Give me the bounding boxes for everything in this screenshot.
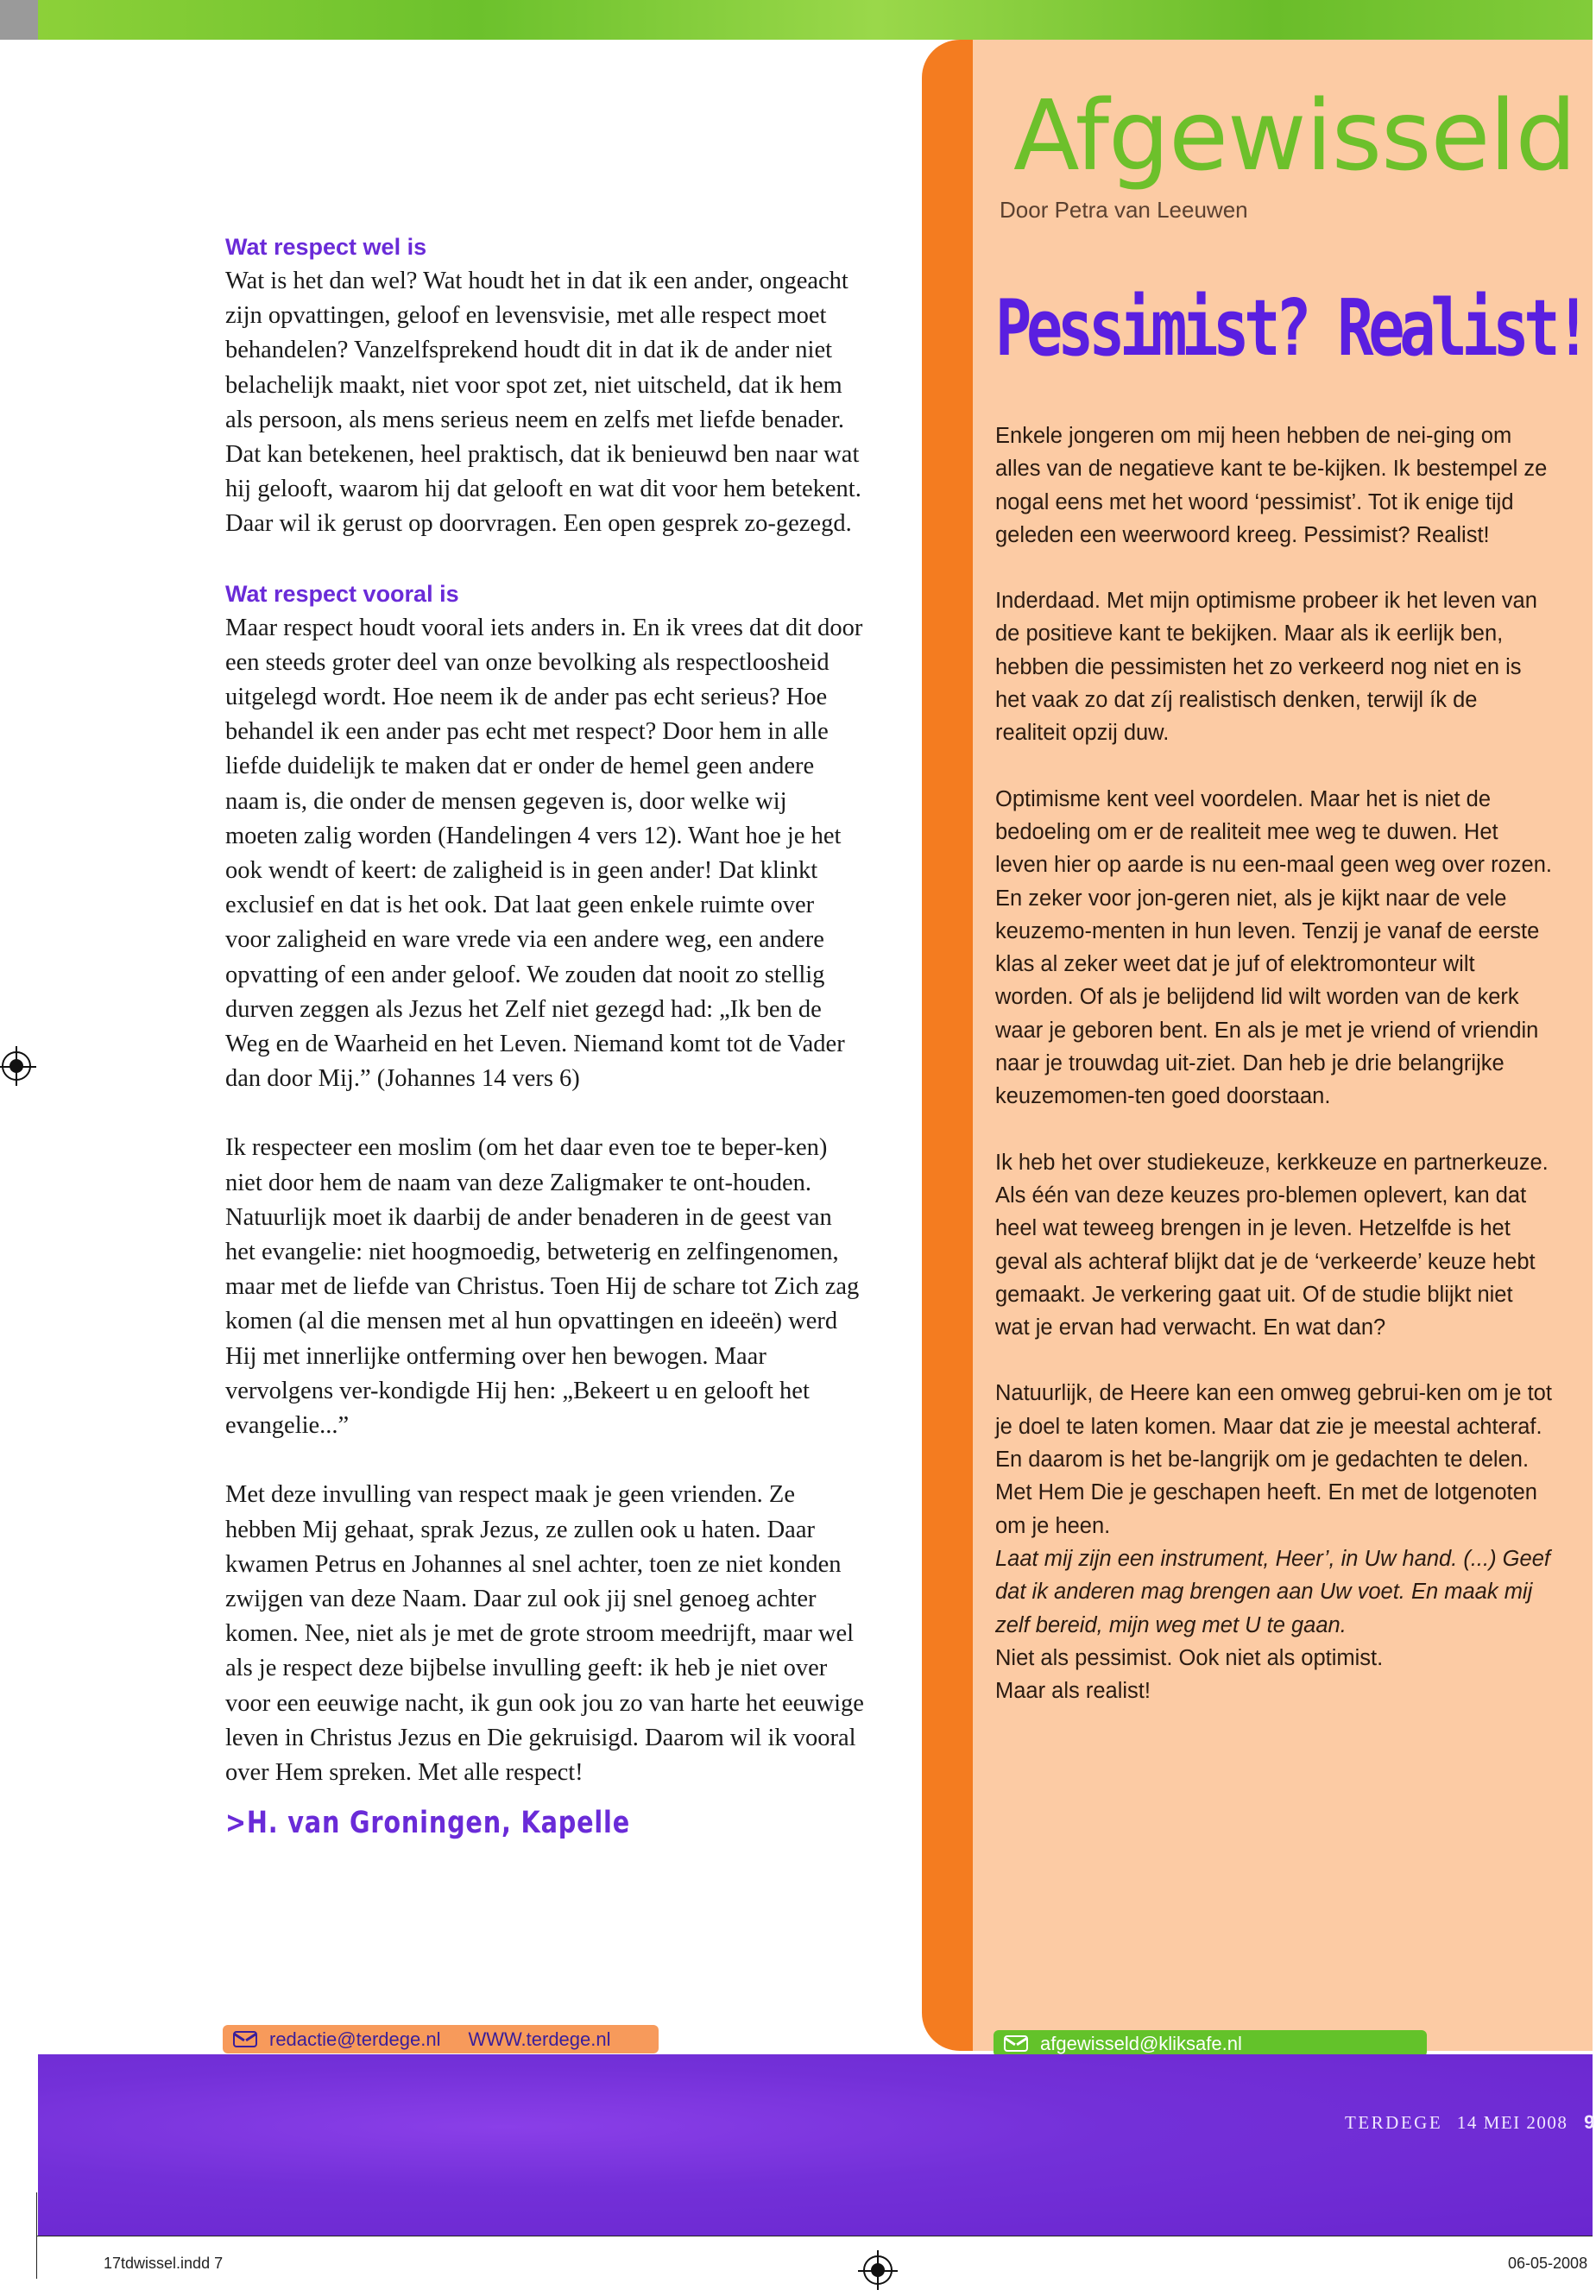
paragraph: Met deze invulling van respect maak je geen vrienden. Ze hebben Mij gehaat, sprak Jezus, ze zullen ook u haten. Daar kwamen Petrus en Johannes al snel achter, toen ze niet konden zwijgen van deze Naam. Daar zul ook jij snel genoeg achter komen. Nee, niet als je met de grote stroom meedrijft, maar wel als je respect deze bijbelse invulling geeft: ik heb je niet over voor een eeuwige nacht, ik gun ook jou zo van harte het eeuwige leven in Christus Jezus en Die gekruisigd. Daarom wil ik vooral over Hem spreken. Met alle respect! bbox=[225, 1481, 864, 1786]
prayer-quote: Laat mij zijn een instrument, Heer’, in Uw hand. (...) Geef dat ik anderen mag brengen aan Uw voet. En maak mij zelf bereid, mijn weg met U te gaan. bbox=[995, 1546, 1550, 1637]
article-byline: >H. van Groningen, Kapelle bbox=[225, 1806, 631, 1841]
paragraph: Ik respecteer een moslim (om het daar even toe te beper-ken) niet door hem de naam van deze Zaligmaker te ont-houden. Natuurlijk moet ik daarbij de ander benaderen in de geest van het evangelie: niet hoogmoedig, betweterig en zelfingenomen, maar met de liefde van Christus. Toen Hij de schare tot Zich zag komen (al die mensen met al hun opvattingen en ideeën) werd Hij met innerlijke ontferming over hen bewogen. Maar vervolgens ver-kondigde Hij hen: „Bekeert u en gelooft het evangelie...” bbox=[225, 1134, 860, 1440]
email-link[interactable]: afgewisseld@kliksafe.nl bbox=[1040, 2032, 1242, 2054]
website-link[interactable]: WWW.terdege.nl bbox=[468, 2028, 611, 2050]
paragraph: Ik heb het over studiekeuze, kerkkeuze en partnerkeuze. Als één van deze keuzes pro-blemen oplevert, kan dat heel wat teweeg brengen in je leven. Hetzelfde is het geval als achteraf blijkt dat je de ‘verkeerde’ keuze hebt gemaakt. Je verkering gaat uit. Of de studie blijkt niet wat je ervan had verwacht. En wat dan? bbox=[995, 1150, 1549, 1340]
paragraph: Optimisme kent veel voordelen. Maar het is niet de bedoeling om er de realiteit mee weg te duwen. Het leven hier op aarde is nu een-maal geen weg over rozen. En zeker voor jon-geren niet, als je kijkt naar de vele keuzemo-menten in hun leven. Tenzij je vanaf de eerste klas al zeker weet dat je juf of elektromonteur wilt worden. Of als je belijdend lid wilt worden van de kerk waar je geboren bent. En als je met je vriend of vriendin naar je trouwdag uit-ziet. Dan heb je drie belangrijke keuzemomen-ten goed doorstaan. bbox=[995, 786, 1552, 1109]
paragraph: Maar respect houdt vooral iets anders in. En ik vrees dat dit door een steeds groter deel van onze bevolking als respectloosheid uitgelegd wordt. Hoe neem ik de ander pas echt serieus? Hoe behandel ik een ander pas echt met respect? Door hem in alle liefde duidelijk te maken dat er onder de hemel geen andere naam is, die onder de mensen gegeven is, door welke wij moeten zalig worden (Handelingen 4 vers 12). Want hoe je het ook wendt of keert: de zaligheid is in geen ander! Dat klinkt exclusief en dat is het ook. Dat laat geen enkele ruimte over voor zaligheid en ware vrede via een andere weg, een andere opvatting of een ander geloof. We zouden dat nooit zo stellig durven zeggen als Jezus het Zelf niet gezegd had: „Ik ben de Weg en de Waarheid en het Leven. Niemand komt tot de Vader dan door Mij.” (Johannes 14 vers 6) bbox=[225, 614, 863, 1093]
paragraph: Wat is het dan wel? Wat houdt het in dat ik een ander, ongeacht zijn opvattingen, geloof en levensvisie, met alle respect moet behandelen? Vanzelfsprekend houdt dit in dat ik de ander niet belachelijk maakt, niet voor spot zet, niet uitscheld, dat ik hem als persoon, als mens serieus neem en zelfs met liefde benader. Dat kan betekenen, heel praktisch, dat ik benieuwd ben naar wat hij gelooft, waarom hij dat gelooft en wat dit voor hem betekent. Daar wil ik gerust op doorvragen. Een open gesprek zo-gezegd. bbox=[225, 268, 861, 538]
paragraph: Natuurlijk, de Heere kan een omweg gebrui-ken om je tot je doel te laten komen. Maar dat zie je meestal achteraf. En daarom is het be-langrijk om je gedachten te delen. Met Hem Die je geschapen heeft. En met de lotgenoten om je heen. bbox=[995, 1381, 1552, 1538]
mail-icon bbox=[1004, 2035, 1028, 2052]
column-brand-title: Afgewisseld bbox=[1013, 80, 1576, 192]
magazine-name: TERDEGE bbox=[1345, 2112, 1443, 2133]
author-line: Door Petra van Leeuwen bbox=[1000, 197, 1248, 223]
closing-line: Maar als realist! bbox=[995, 1679, 1151, 1704]
mail-icon bbox=[233, 2031, 257, 2047]
paragraph: Enkele jongeren om mij heen hebben de nei-ging om alles van de negatieve kant te be-kijken. Ik bestempel ze nogal eens met het woord ‘pessimist’. Tot ik enige tijd geleden een weerwoord kreeg. Pessimist? Realist! bbox=[995, 424, 1548, 547]
left-article-column bbox=[225, 230, 864, 1840]
footer-band bbox=[38, 2054, 1593, 2236]
contact-bar-left bbox=[223, 2025, 659, 2053]
paragraph: Inderdaad. Met mijn optimisme probeer ik het leven van de positieve kant te bekijken. Maar als ik eerlijk ben, hebben die pessimisten het zo verkeerd nog niet en is het vaak zo dat zíj realistisch denken, terwijl ík de realiteit opzij duw. bbox=[995, 589, 1537, 746]
page-number: 9 bbox=[1584, 2111, 1596, 2133]
slug-file: 17tdwissel.indd 7 bbox=[104, 2255, 224, 2272]
section-heading: Wat respect vooral is bbox=[225, 580, 459, 607]
email-link[interactable]: redactie@terdege.nl bbox=[269, 2028, 441, 2050]
issue-date: 14 MEI 2008 bbox=[1456, 2112, 1568, 2133]
section-heading: Wat respect wel is bbox=[225, 234, 427, 260]
article-headline: Pessimist? Realist! bbox=[995, 283, 1587, 374]
slug-date: 06-05-2008 bbox=[1508, 2255, 1588, 2272]
closing-line: Niet als pessimist. Ook niet als optimist. bbox=[995, 1645, 1384, 1670]
top-gray-block bbox=[0, 0, 38, 40]
contact-bar-right bbox=[994, 2030, 1427, 2057]
page-footer bbox=[1345, 2111, 1596, 2134]
crop-mark bbox=[36, 2192, 37, 2279]
top-green-strip bbox=[0, 0, 1593, 40]
right-article-column bbox=[995, 419, 1552, 1707]
